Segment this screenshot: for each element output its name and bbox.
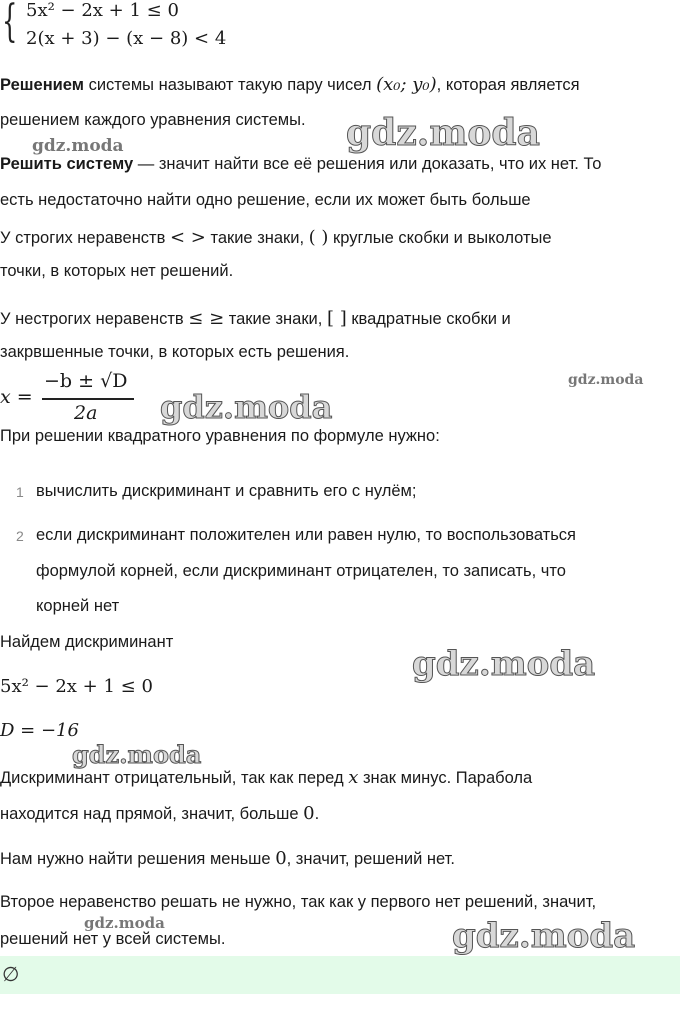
round-brackets: ( ) <box>308 227 329 248</box>
step-2-text-line3: корней нет <box>36 597 120 615</box>
watermark-logo: gdz.moda <box>568 372 644 388</box>
step-1-text: вычислить дискриминант и сравнить его с нулём; <box>36 482 417 500</box>
formula-numerator: −b ± √D <box>44 370 128 392</box>
explanation-2: Нам нужно найти решения меньше 0, значит, решений нет. <box>0 848 455 869</box>
definition-solution: Решением системы называют такую пару чисел (x₀; y₀), которая является <box>0 74 580 95</box>
quadratic-formula <box>0 370 140 426</box>
watermark-logo: gdz.moda <box>32 136 124 156</box>
watermark-logo: gdz.moda <box>452 916 636 956</box>
fraction-bar <box>42 398 134 400</box>
discriminant-value: D = −16 <box>0 720 79 741</box>
pair-notation: (x₀; y₀) <box>376 74 437 95</box>
watermark-logo: gdz.moda <box>84 914 165 932</box>
watermark-logo: gdz.moda <box>72 740 202 769</box>
strict-inequalities-line2: точки, в которых нет решений. <box>0 262 234 280</box>
term-solve-system: Решить систему <box>0 155 134 173</box>
first-inequality: 5x² − 2x + 1 ≤ 0 <box>0 676 153 697</box>
watermark-logo: gdz.moda <box>412 644 596 684</box>
step-2-text-line2: формулой корней, если дискриминант отрицателен, то записать, что <box>36 562 566 580</box>
nonstrict-signs: ≤ ≥ <box>188 308 225 329</box>
watermark-logo: gdz.moda <box>346 112 540 154</box>
explanation-1: Дискриминант отрицательный, так как перед x знак минус. Парабола <box>0 767 533 788</box>
explanation-1-line2: находится над прямой, значит, больше 0. <box>0 803 320 824</box>
step-2-text-line1: если дискриминант положителен или равен нулю, то воспользоваться <box>36 526 576 544</box>
term-solution: Решением <box>0 76 84 94</box>
find-discriminant: Найдем дискриминант <box>0 633 174 651</box>
step-1-number: 1 <box>16 484 24 500</box>
explanation-3-line2: решений нет у всей системы. <box>0 930 226 948</box>
definition-solve: Решить систему — значит найти все её решения или доказать, что их нет. То <box>0 155 602 173</box>
formula-denominator: 2a <box>74 402 98 424</box>
nonstrict-inequalities-line2: закрвшенные точки, в которых есть решения. <box>0 343 350 361</box>
strict-signs: < > <box>169 227 206 248</box>
answer-box <box>0 956 680 994</box>
formula-lhs: x = <box>0 386 33 408</box>
step-2-number: 2 <box>16 528 24 544</box>
system-line-2: 2(x + 3) − (x − 8) < 4 <box>26 28 227 49</box>
square-brackets: [ ] <box>326 308 347 329</box>
system-brace: { <box>2 0 18 47</box>
definition-solution-line2: решением каждого уравнения системы. <box>0 111 306 129</box>
watermark-logo: gdz.moda <box>160 388 333 426</box>
definition-solve-line2: есть недостаточно найти одно решение, если их может быть больше <box>0 191 531 209</box>
steps-intro: При решении квадратного уравнения по формуле нужно: <box>0 427 440 445</box>
explanation-3-line1: Второе неравенство решать не нужно, так как у первого нет решений, значит, <box>0 893 597 911</box>
system-line-1: 5x² − 2x + 1 ≤ 0 <box>26 0 179 21</box>
nonstrict-inequalities: У нестрогих неравенств ≤ ≥ такие знаки, [ ] квадратные скобки и <box>0 308 511 329</box>
variable-x: x <box>348 767 359 788</box>
empty-set-answer: ∅ <box>2 962 20 986</box>
strict-inequalities: У строгих неравенств < > такие знаки, ( ) круглые скобки и выколотые <box>0 227 552 248</box>
